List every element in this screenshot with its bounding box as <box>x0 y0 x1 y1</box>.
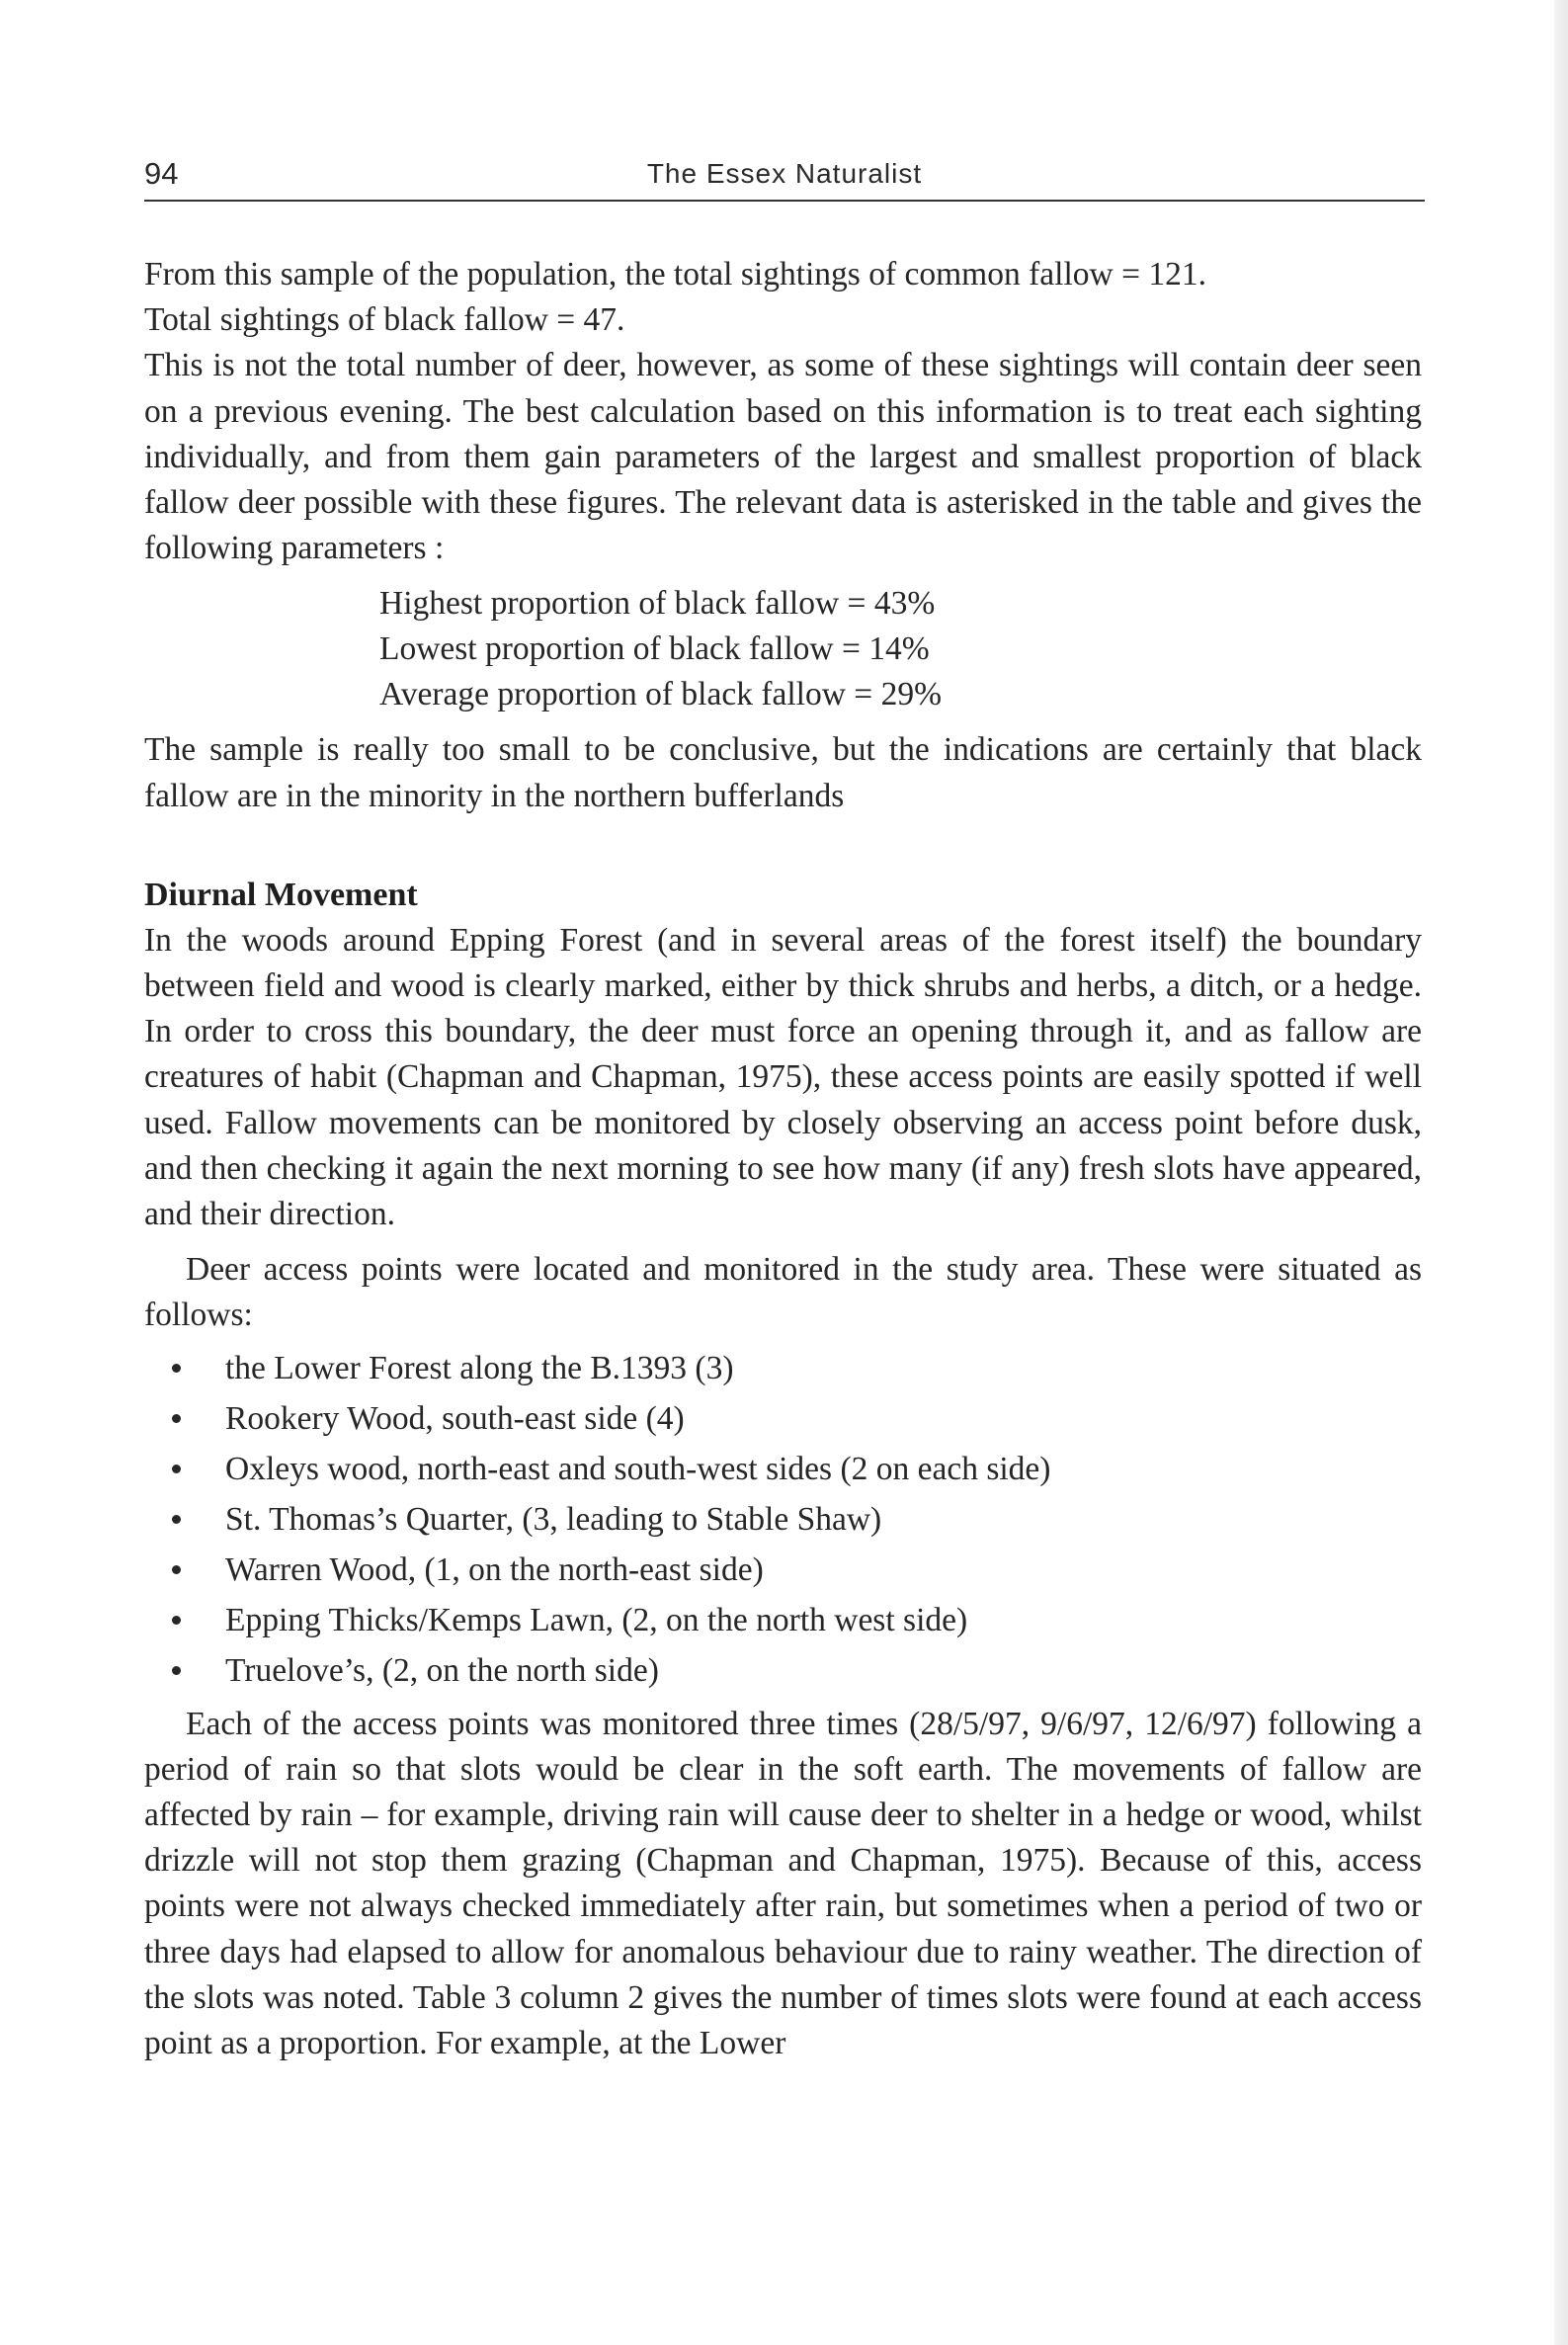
list-item <box>172 1645 1422 1696</box>
paragraph-common-fallow-total: From this sample of the population, the total sightings of common fallow = 121. <box>144 256 1206 293</box>
section-heading: Diurnal Movement <box>144 876 418 913</box>
bullet-icon <box>172 1616 181 1625</box>
list-item-text: Rookery Wood, south-east side (4) <box>225 1399 685 1437</box>
bullet-icon <box>172 1565 181 1574</box>
paragraph-black-fallow-total: Total sightings of black fallow = 47. <box>144 301 625 339</box>
list-item-text: the Lower Forest along the B.1393 (3) <box>225 1349 734 1386</box>
list-item-text: Oxleys wood, north-east and south-west sides (2 on each side) <box>225 1450 1051 1487</box>
list-item-text: Epping Thicks/Kemps Lawn, (2, on the north west side) <box>225 1601 968 1638</box>
paragraph-access-points-method: In the woods around Epping Forest (and in several areas of the forest itself) the boundary between field and wood is clearly marked, either by thick shrubs and herbs, a ditch, or a hedge. In order to cross this boundary, the deer must force an opening through it, and as fallow are creatures of habit (Chapman and Chapman, 1975), these access points are easily spotted if well used. Fallow movements can be monitored by closely observing an access point before dusk, and then checking it again the next morning to see how many (if any) fresh slots have appeared, and their direction. <box>144 921 1422 1233</box>
paragraph-access-points-intro: Deer access points were located and monitored in the study area. These were situated as follows: <box>144 1251 1422 1334</box>
bullet-icon <box>172 1515 181 1524</box>
list-item <box>172 1545 1422 1595</box>
paragraph-sample-conclusion: The sample is really too small to be conclusive, but the indications are certainly that black fallow are in the minority in the northern bufferlands <box>144 731 1422 814</box>
bullet-icon <box>172 1465 181 1473</box>
bullet-icon <box>172 1666 181 1675</box>
parameters-block <box>379 581 1422 717</box>
list-item <box>172 1444 1422 1494</box>
bullet-icon <box>172 1364 181 1373</box>
list-item-text: Warren Wood, (1, on the north-east side) <box>225 1550 764 1588</box>
list-item-text: St. Thomas’s Quarter, (3, leading to Stable Shaw) <box>225 1500 882 1538</box>
list-item <box>172 1343 1422 1393</box>
parameter-average: Average proportion of black fallow = 29% <box>379 676 942 713</box>
running-title: The Essex Naturalist <box>646 158 923 189</box>
access-points-list <box>144 1343 1422 1696</box>
paragraph-calculation-method: This is not the total number of deer, however, as some of these sightings will contain deer seen on a previous evening. The best calculation based on this information is to treat each sighting individually, and from them gain parameters of the largest and smallest proportion of black fallow deer possible with these figures. The relevant data is asterisked in the table and gives the following parameters : <box>144 347 1422 567</box>
page-body <box>144 252 1422 2066</box>
list-item <box>172 1393 1422 1444</box>
bullet-icon <box>172 1414 181 1423</box>
list-item-text: Truelove’s, (2, on the north side) <box>225 1651 659 1689</box>
list-item <box>172 1494 1422 1545</box>
page-header <box>144 152 1425 202</box>
paragraph-monitoring-details: Each of the access points was monitored three times (28/5/97, 9/6/97, 12/6/97) following a period of rain so that slots would be clear in the soft earth. The movements of fallow are affected by rain – for example, driving rain will cause deer to shelter in a hedge or wood, whilst drizzle will not stop them grazing (Chapman and Chapman, 1975). Because of this, access points were not always checked immediately after rain, but sometimes when a period of two or three days had elapsed to allow for anomalous behaviour due to rainy weather. The direction of the slots was noted. Table 3 column 2 gives the number of times slots were found at each access point as a proportion. For example, at the Lower <box>144 1705 1422 2062</box>
list-item <box>172 1595 1422 1645</box>
parameter-highest: Highest proportion of black fallow = 43% <box>379 585 936 623</box>
parameter-lowest: Lowest proportion of black fallow = 14% <box>379 630 930 668</box>
page-edge-shadow <box>1554 0 1568 2345</box>
page-number: 94 <box>144 156 179 191</box>
